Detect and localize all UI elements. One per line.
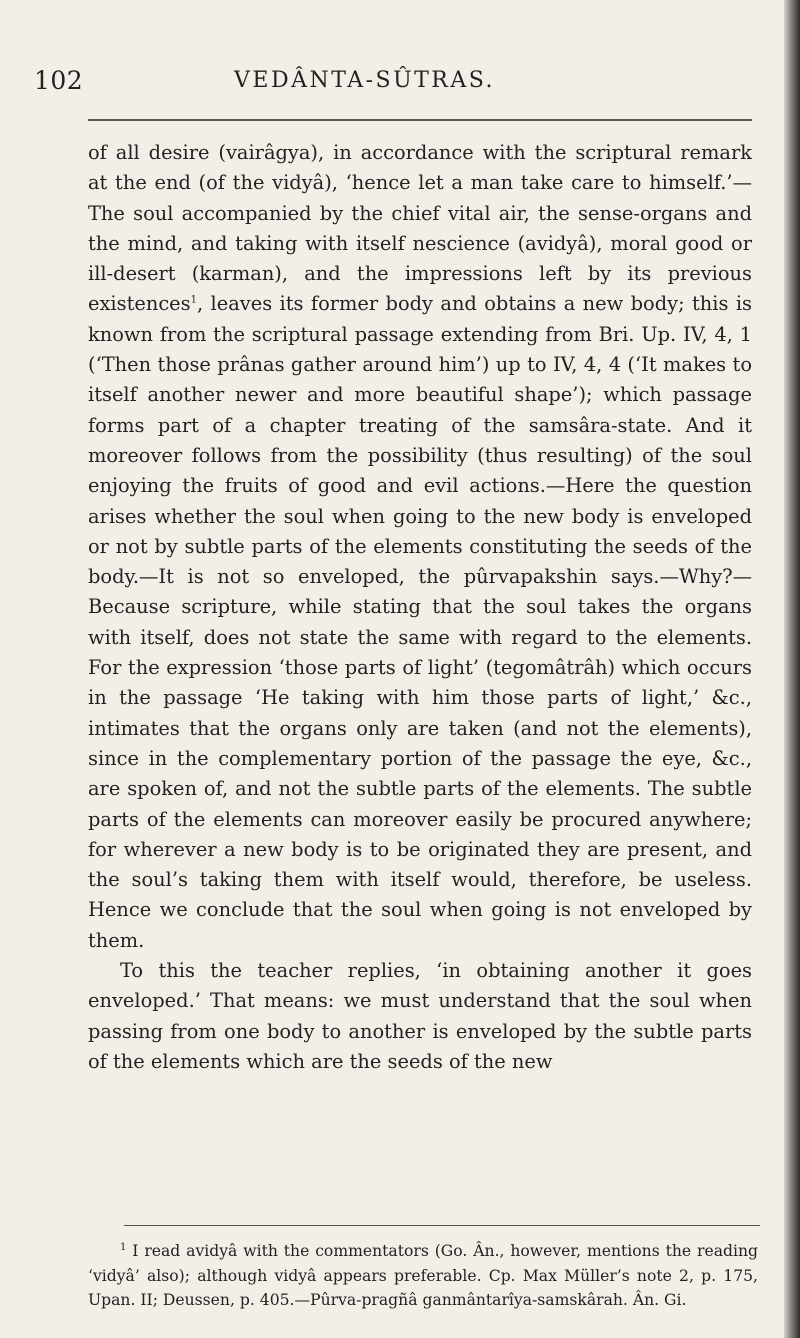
- page-edge-shadow: [784, 0, 800, 1338]
- footnote-reference: 1: [190, 295, 197, 307]
- header-rule: [88, 119, 752, 121]
- paragraph-2: To this the teacher replies, ‘in obtaining another it goes enveloped.’ That means: we must understand that the soul when passing from one body to another is enveloped by the subtle parts of the elements which are the seeds of the new: [88, 959, 752, 1073]
- footnote: [88, 1239, 758, 1313]
- paragraph-1: [88, 138, 752, 956]
- paragraph-1-text: of all desire (vairâgya), in accordance with the scriptural remark at the end (of the vidyâ), ‘hence let a man take care to himself.’—The soul accompanied by the chief vital air, the sense-organs and the mind, and taking with itself nescience (avidyâ), moral good or ill-desert (karman), and the impressions left by its previous existences: [88, 141, 752, 316]
- body-text: [88, 138, 752, 1077]
- running-title: VEDÂNTA-SÛTRAS.: [234, 68, 496, 93]
- paragraph-1-continuation: , leaves its former body and obtains a new body; this is known from the scriptural passage extending from Bri. Up. IV, 4, 1 (‘Then those prânas gather around him’) up to IV, 4, 4 (‘It makes to itself another newer and more beautiful shape’); which passage forms part of a chapter treating of the samsâra-state. And it moreover follows from the possibility (thus resulting) of the soul enjoying the fruits of good and evil actions.—Here the question arises whether the soul when going to the new body is enveloped or not by subtle parts of the elements constituting the seeds of the body.—It is not so enveloped, the pûrvapakshin says.—Why?—Because scripture, while stating that the soul takes the organs with itself, does not state the same with regard to the elements. For the expression ‘those parts of light’ (tegomâtrâh) which occurs in the passage ‘He taking with him those parts of light,’ &c., intimates that the organs only are taken (and not the elements), since in the complementary portion of the passage the eye, &c., are spoken of, and not the subtle parts of the elements. The subtle parts of the elements can moreover easily be procured anywhere; for wherever a new body is to be originated they are present, and the soul’s taking them with itself would, therefore, be useless. Hence we conclude that the soul when going is not enveloped by them.: [88, 292, 752, 952]
- page-header: [34, 66, 734, 106]
- footnote-text: I read avidyâ with the commentators (Go. Ân., however, mentions the reading ‘vidyâ’ also); although vidyâ appears preferable. Cp. Max Müller’s note 2, p. 175, Upan. II; Deussen, p. 405.—Pûrva-pragñâ ganmântarîya-samskârah. Ân. Gi.: [88, 1242, 758, 1309]
- footnote-marker: 1: [120, 1241, 127, 1253]
- page-number: 102: [34, 66, 84, 95]
- footnote-rule: [124, 1225, 760, 1226]
